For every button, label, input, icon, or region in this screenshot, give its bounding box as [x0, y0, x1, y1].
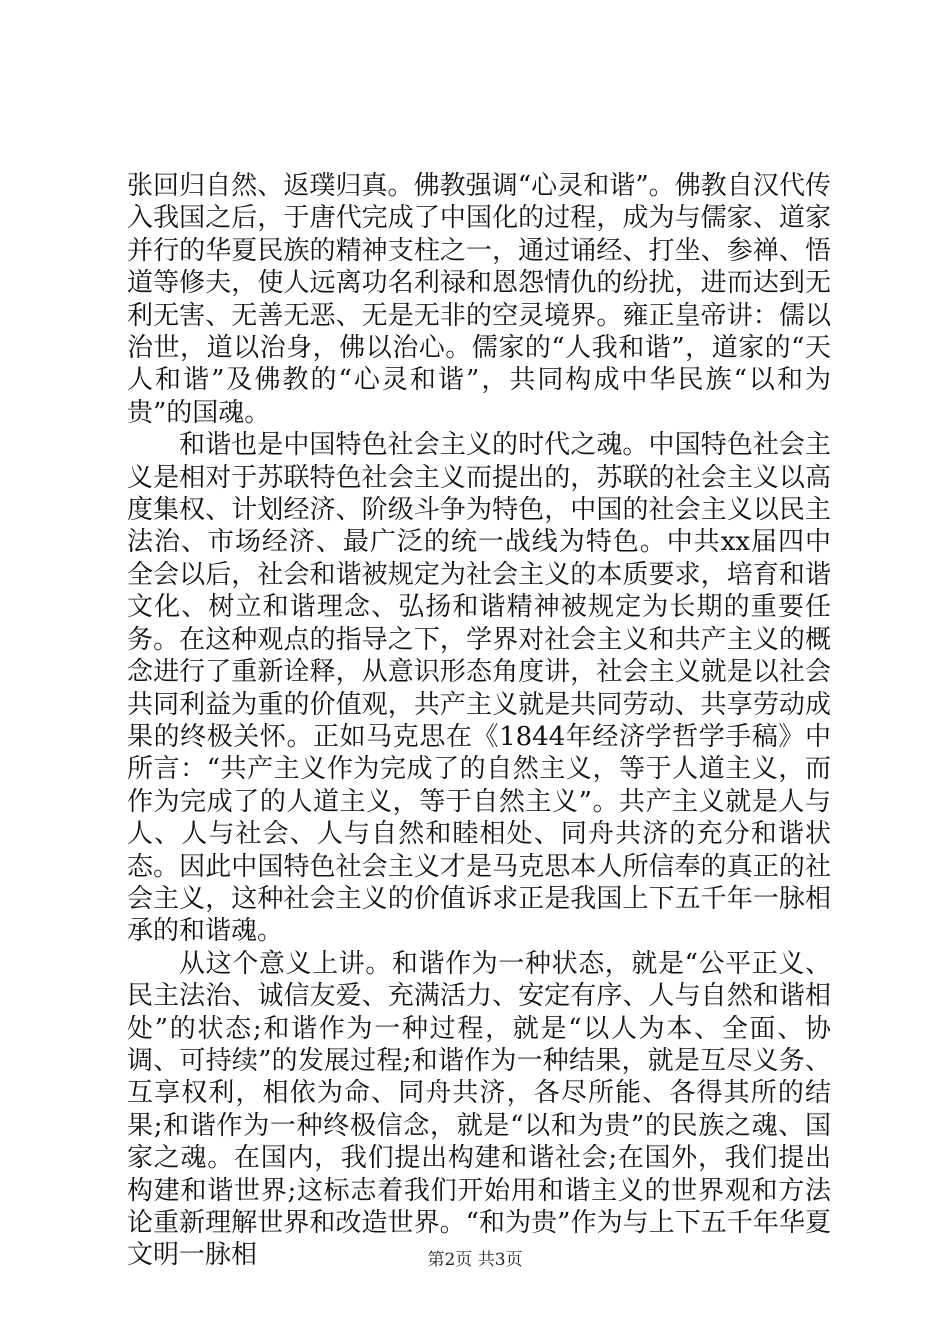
paragraph-1: 张回归自然、返璞归真。佛教强调“心灵和谐”。佛教自汉代传入我国之后，于唐代完成了中国化的过程，成为与儒家、道家并行的华夏民族的精神支柱之一，通过诵经、打坐、参禅、悟道等修夫，使人远离功名利禄和恩怨情仇的纷扰，进而达到无利无害、无善无恶、无是无非的空灵境界。雍正皇帝讲：儒以治世，道以治身，佛以治心。儒家的“人我和谐”，道家的“天人和谐”及佛教的“心灵和谐”，共同构成中华民族“以和为贵”的国魂。: [127, 171, 831, 428]
document-body: [127, 170, 831, 1272]
paragraph-2: 和谐也是中国特色社会主义的时代之魂。中国特色社会主义是相对于苏联特色社会主义而提出的，苏联的社会主义以高度集权、计划经济、阶级斗争为特色，中国的社会主义以民主法治、市场经济、最广泛的统一战线为特色。中共xx届四中全会以后，社会和谐被规定为社会主义的本质要求，培育和谐文化、树立和谐理念、弘扬和谐精神被规定为长期的重要任务。在这种观点的指导之下，学界对社会主义和共产主义的概念进行了重新诠释，从意识形态角度讲，社会主义就是以社会共同利益为重的价值观，共产主义就是共同劳动、共享劳动成果的终极关怀。正如马克思在《1844年经济学哲学手稿》中所言：“共产主义作为完成了的自然主义，等于人道主义，而作为完成了的人道主义，等于自然主义”。共产主义就是人与人、人与社会、人与自然和睦相处、同舟共济的充分和谐状态。因此中国特色社会主义才是马克思本人所信奉的真正的社会主义，这种社会主义的价值诉求正是我国上下五千年一脉相承的和谐魂。: [127, 430, 831, 947]
paragraph-3: 从这个意义上讲。和谐作为一种状态，就是“公平正义、民主法治、诚信友爱、充满活力、安定有序、人与自然和谐相处”的状态;和谐作为一种过程，就是“以人为本、全面、协调、可持续”的发展过程;和谐作为一种结果，就是互尽义务、互享权利，相依为命、同舟共济，各尽所能、各得其所的结果;和谐作为一种终极信念，就是“以和为贵”的民族之魂、国家之魂。在国内，我们提出构建和谐社会;在国外，我们提出构建和谐世界;这标志着我们开始用和谐主义的世界观和方法论重新理解世界和改造世界。“和为贵”作为与上下五千年华夏文明一脉相: [127, 948, 831, 1271]
page-footer: 第2页 共3页: [427, 1250, 523, 1270]
